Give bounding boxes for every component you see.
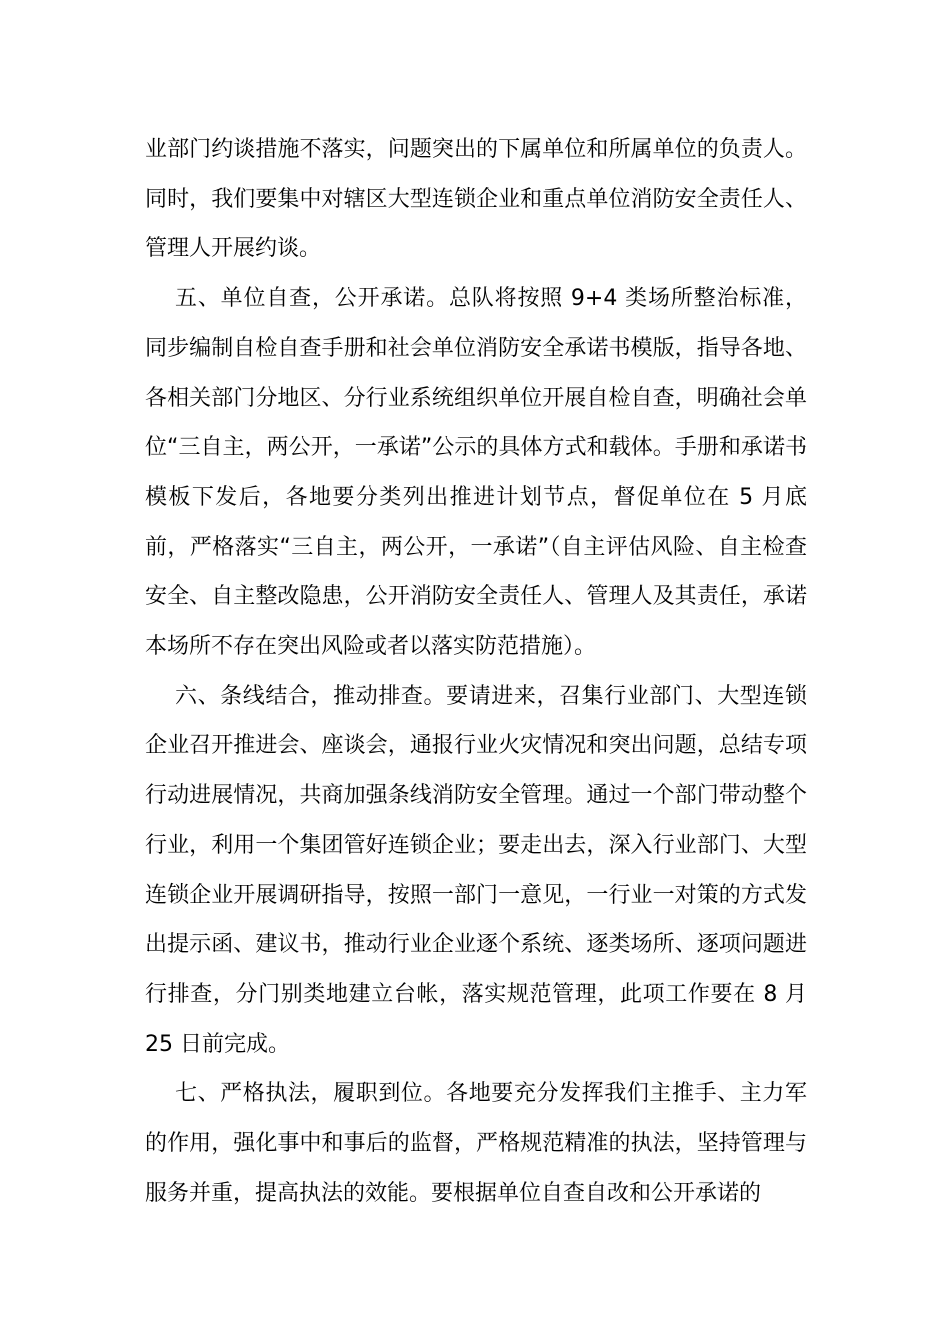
document-body — [145, 125, 807, 1218]
paragraph-section-six: 六、条线结合，推动排查。要请进来，召集行业部门、大型连锁企业召开推进会、座谈会，通报行业火灾情况和突出问题，总结专项行动进展情况，共商加强条线消防安全管理。通过一个部门带动整个行业，利用一个集团管好连锁企业；要走出去，深入行业部门、大型连锁企业开展调研指导，按照一部门一意见，一行业一对策的方式发出提示函、建议书，推动行业企业逐个系统、逐类场所、逐项问题进行排查，分门别类地建立台帐，落实规范管理，此项工作要在 8 月 25 日前完成。 — [145, 683, 807, 1057]
paragraph-section-five: 五、单位自查，公开承诺。总队将按照 9+4 类场所整治标准，同步编制自检自查手册和社会单位消防安全承诺书模版，指导各地、各相关部门分地区、分行业系统组织单位开展自检自查，明确社会单位“三自主，两公开，一承诺”公示的具体方式和载体。手册和承诺书模板下发后，各地要分类列出推进计划节点，督促单位在 5 月底前，严格落实“三自主，两公开，一承诺”（自主评估风险、自主检查安全、自主整改隐患，公开消防安全责任人、管理人及其责任，承诺本场所不存在突出风险或者以落实防范措施）。 — [145, 286, 807, 660]
paragraph-section-seven: 七、严格执法，履职到位。各地要充分发挥我们主推手、主力军的作用，强化事中和事后的监督，严格规范精准的执法，坚持管理与服务并重，提高执法的效能。要根据单位自查自改和公开承诺的 — [145, 1081, 807, 1206]
paragraph-continuation: 业部门约谈措施不落实，问题突出的下属单位和所属单位的负责人。同时，我们要集中对辖区大型连锁企业和重点单位消防安全责任人、管理人开展约谈。 — [145, 137, 807, 262]
